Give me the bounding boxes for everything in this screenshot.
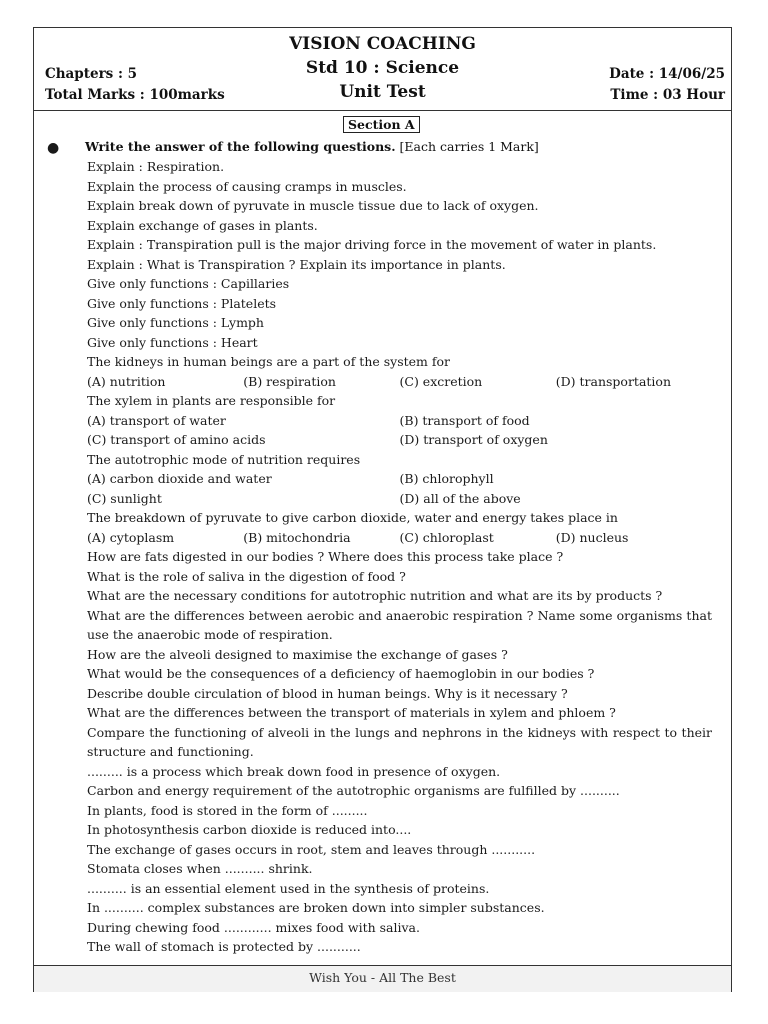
question-4: Explain exchange of gases in plants. [87,217,318,233]
question-25: Carbon and energy requirement of the autotrophic organisms are fulfilled by .......... [87,783,620,798]
question-13-options-row2 [87,489,712,509]
standard-subject: Std 10 : Science [305,58,460,78]
question-2: Explain the process of causing cramps in muscles. [87,178,407,194]
question-8: Give only functions : Platelets [87,295,277,311]
question-14-options [87,528,712,548]
instruction [85,139,539,154]
question-6: Explain : What is Transpiration ? Explain its importance in plants. [87,256,506,272]
footer-divider [34,965,731,966]
question-12-options-row1 [87,411,712,431]
option-c: (C) transport of amino acids [87,432,266,447]
question-27: In photosynthesis carbon dioxide is reduced into.... [87,822,412,837]
total-marks: Total Marks : 100marks [45,87,225,103]
option-d: (D) nucleus [555,529,629,545]
question-3: Explain break down of pyruvate in muscle tissue due to lack of oxygen. [87,198,539,213]
question-19: How are the alveoli designed to maximise the exchange of gases ? [87,646,508,662]
question-18: What are the differences between aerobic and anaerobic respiration ? Name some organisms that use the anaerobic mode of respiration. [87,607,712,642]
question-21: Describe double circulation of blood in human beings. Why is it necessary ? [87,685,568,701]
option-b: (B) mitochondria [243,529,351,545]
question-26: In plants, food is stored in the form of ......... [87,802,368,818]
question-14: The breakdown of pyruvate to give carbon dioxide, water and energy takes place in [87,510,618,525]
header-divider [34,110,731,111]
question-13-options-row1 [87,469,712,489]
question-10: Give only functions : Heart [87,334,258,350]
question-31: In .......... complex substances are broken down into simpler substances. [87,900,545,915]
question-22: What are the differences between the transport of materials in xylem and phloem ? [87,705,616,720]
question-11: The kidneys in human beings are a part of the system for [87,354,451,369]
date: Date : 14/06/25 [609,66,725,82]
option-c: (C) excretion [399,373,483,389]
option-d: (D) transportation [555,373,671,389]
question-16: What is the role of saliva in the digestion of food ? [87,568,406,584]
option-c: (C) chloroplast [399,529,494,545]
instruction-marks: [Each carries 1 Mark] [395,139,539,154]
option-b: (B) respiration [243,373,336,389]
instruction-main: Write the answer of the following questions. [85,139,396,154]
time: Time : 03 Hour [610,87,725,103]
question-23: Compare the functioning of alveoli in the lungs and nephrons in the kidneys with respect to their structure and functioning. [87,724,712,759]
page-frame [33,27,732,992]
question-32: During chewing food ............ mixes food with saliva. [87,919,420,935]
option-a: (A) nutrition [87,373,166,389]
section-label: Section A [343,116,420,133]
question-12-options-row2 [87,430,712,450]
chapters: Chapters : 5 [45,66,138,82]
option-d: (D) transport of oxygen [399,432,548,447]
header [34,28,731,112]
test-name: Unit Test [339,82,426,102]
question-5: Explain : Transpiration pull is the major driving force in the movement of water in plants. [87,237,657,252]
option-b: (B) chlorophyll [399,471,494,486]
option-a: (A) cytoplasm [87,529,175,545]
school-name: VISION COACHING [289,34,476,54]
option-d: (D) all of the above [399,490,521,506]
question-33: The wall of stomach is protected by ........... [87,939,361,954]
option-c: (C) sunlight [87,490,162,506]
question-28: The exchange of gases occurs in root, stem and leaves through ........... [87,841,536,857]
question-1: Explain : Respiration. [87,159,225,174]
question-13: The autotrophic mode of nutrition requires [87,451,361,467]
question-12: The xylem in plants are responsible for [87,393,336,408]
question-20: What would be the consequences of a deficiency of haemoglobin in our bodies ? [87,666,595,681]
question-15: How are fats digested in our bodies ? Where does this process take place ? [87,549,564,564]
question-11-options [87,372,712,392]
question-9: Give only functions : Lymph [87,315,264,330]
question-list [87,157,712,957]
question-7: Give only functions : Capillaries [87,276,290,291]
question-30: .......... is an essential element used in the synthesis of proteins. [87,880,490,896]
option-a: (A) transport of water [87,412,226,428]
option-a: (A) carbon dioxide and water [87,471,272,486]
question-24: ......... is a process which break down food in presence of oxygen. [87,763,501,779]
option-b: (B) transport of food [399,412,530,428]
question-29: Stomata closes when .......... shrink. [87,861,313,876]
bullet-icon: ● [47,140,60,156]
footer-message: Wish You - All The Best [309,970,456,985]
question-17: What are the necessary conditions for autotrophic nutrition and what are its by products ? [87,588,663,603]
